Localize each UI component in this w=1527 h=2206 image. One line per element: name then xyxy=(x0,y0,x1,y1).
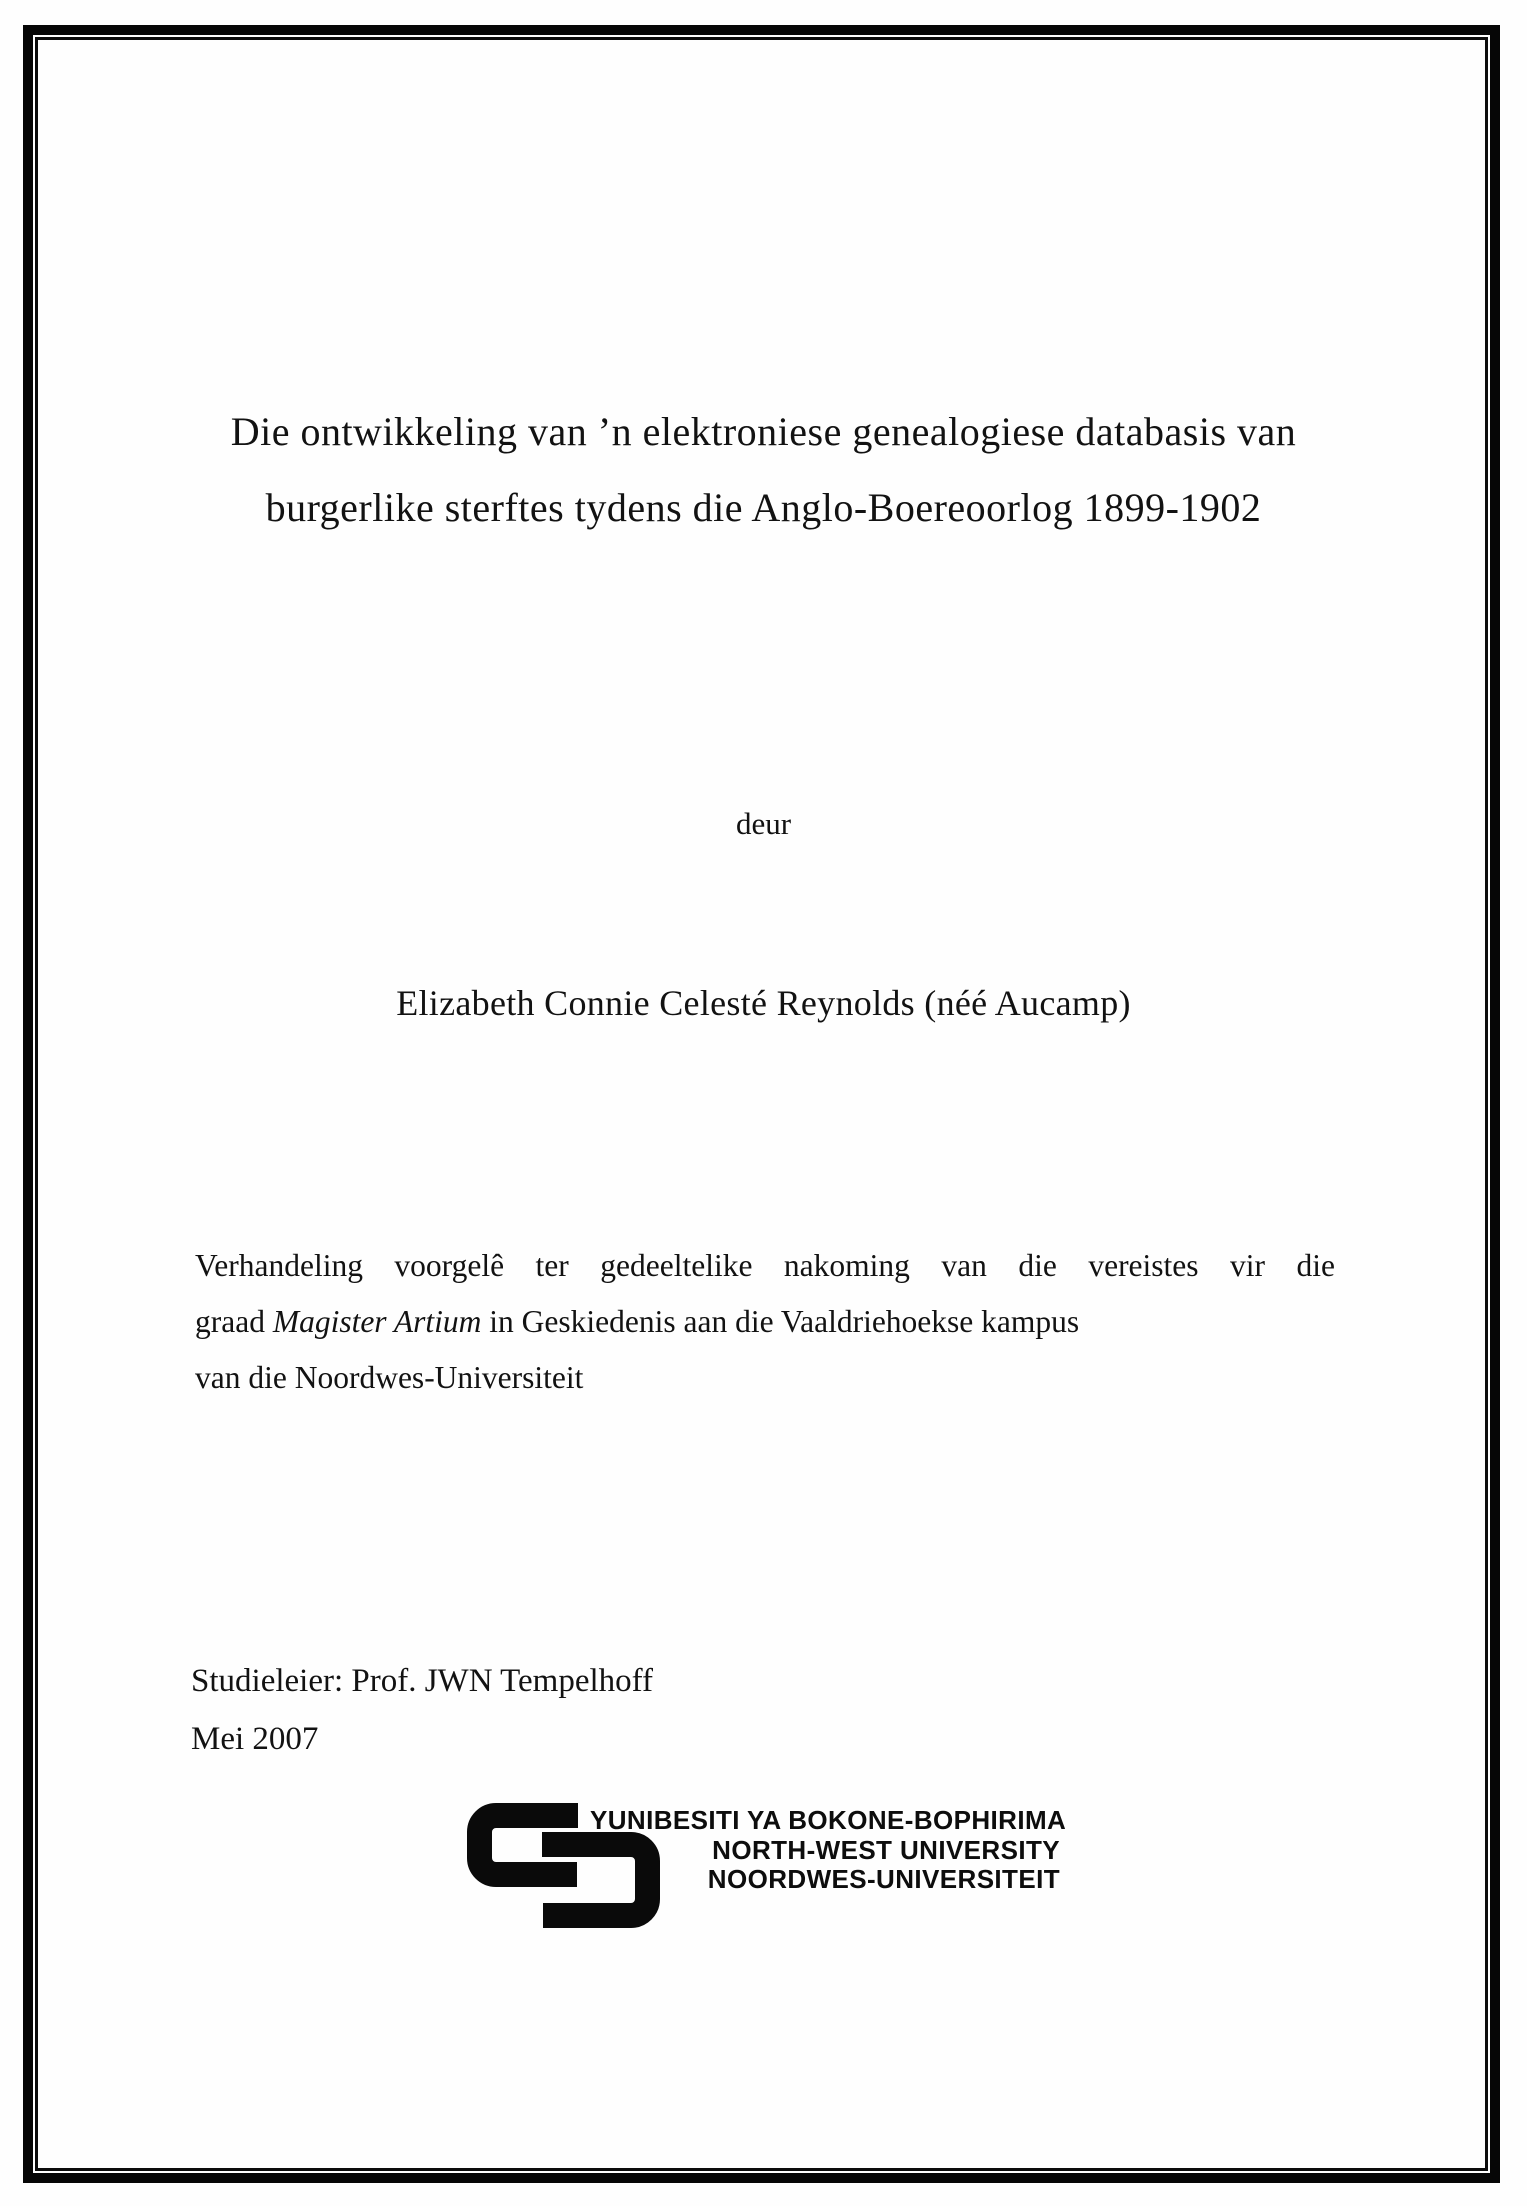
supervisor-block xyxy=(191,1652,653,1768)
byline-deur: deur xyxy=(735,806,792,841)
declaration-line-2 xyxy=(195,1294,1335,1350)
supervisor-line: Studieleier: Prof. JWN Tempelhoff xyxy=(191,1663,654,1699)
university-logo-text xyxy=(590,1805,1067,1895)
date-line: Mei 2007 xyxy=(191,1721,319,1757)
author-name: Elizabeth Connie Celesté Reynolds (néé Aucamp) xyxy=(396,983,1131,1023)
degree-name-italic: Magister Artium xyxy=(272,1304,482,1339)
thesis-title-line-1: Die ontwikkeling van ’n elektroniese genealogiese databasis van xyxy=(230,409,1297,454)
thesis-title-line-2: burgerlike sterftes tydens die Anglo-Boereoorlog 1899-1902 xyxy=(265,485,1262,530)
thesis-title xyxy=(120,394,1407,546)
logo-line-setswana: YUNIBESITI YA BOKONE-BOPHIRIMA xyxy=(590,1805,1067,1835)
declaration-line-2-prefix: graad xyxy=(195,1304,273,1339)
degree-declaration xyxy=(195,1238,1335,1406)
declaration-line-3: van die Noordwes-Universiteit xyxy=(195,1360,584,1395)
declaration-line-1: Verhandeling voorgelê ter gedeeltelike nakoming van die vereistes vir die xyxy=(195,1248,1335,1283)
declaration-line-2-suffix: in Geskiedenis aan die Vaaldriehoekse kampus xyxy=(481,1304,1080,1339)
university-logo xyxy=(467,1800,1067,1940)
logo-line-afrikaans: NOORDWES-UNIVERSITEIT xyxy=(707,1864,1060,1894)
logo-line-english: NORTH-WEST UNIVERSITY xyxy=(712,1834,1060,1865)
